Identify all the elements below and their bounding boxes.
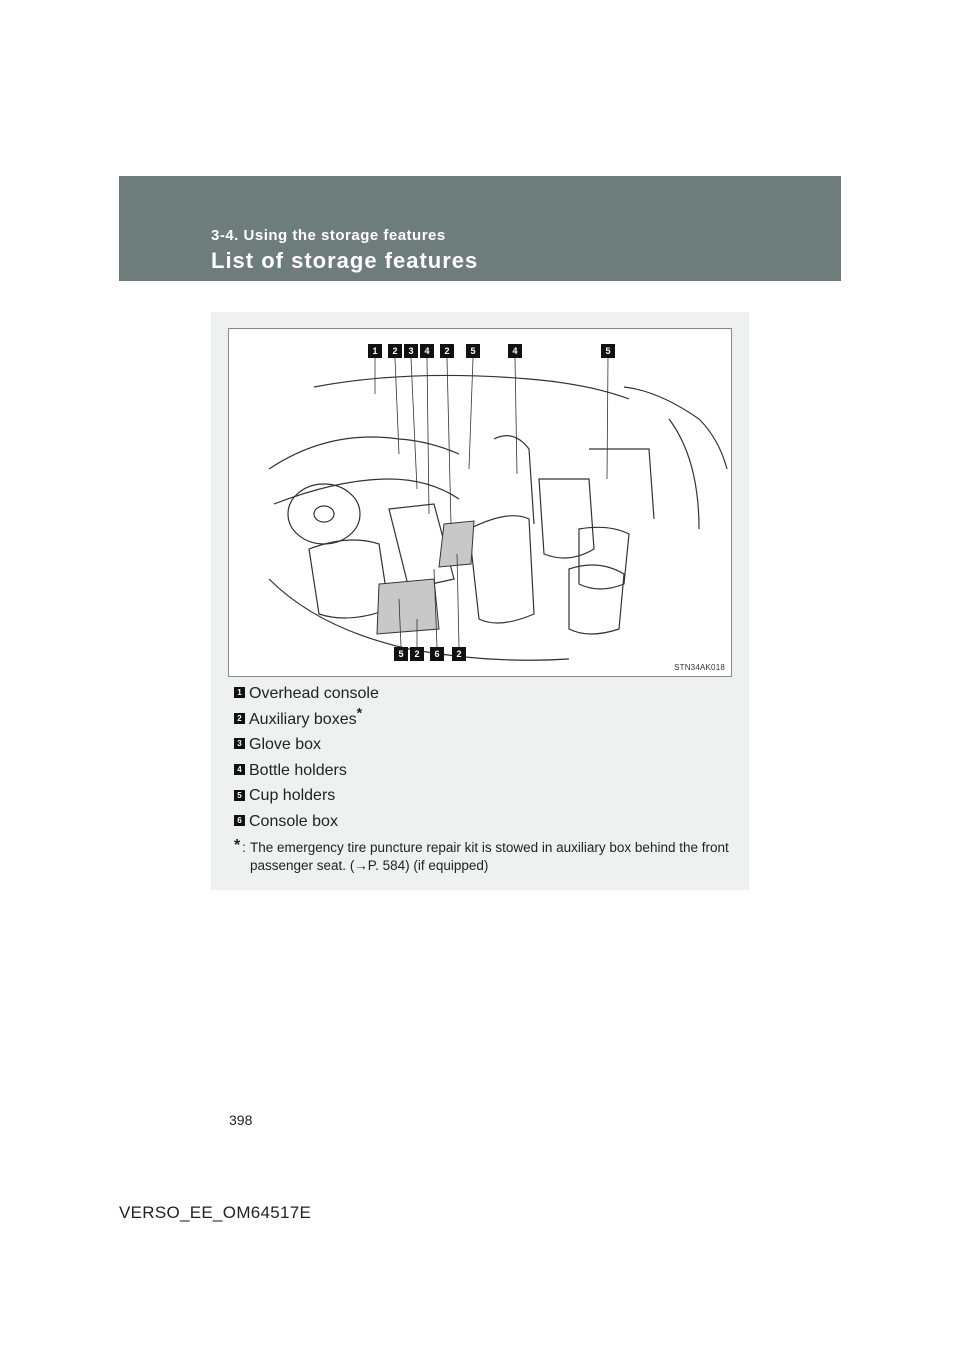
- page-number: 398: [229, 1112, 253, 1128]
- callout-1: 1: [368, 344, 382, 358]
- callout-2: 2: [452, 647, 466, 661]
- footnote-text: The emergency tire puncture repair kit is stowed in auxiliary box behind the front passenger seat. (→P. 584) (if equipped): [250, 840, 729, 873]
- legend-list: [234, 681, 734, 835]
- callout-6: 6: [430, 647, 444, 661]
- legend-item: [234, 704, 734, 733]
- callout-4: 4: [508, 344, 522, 358]
- car-interior-drawing: [229, 329, 731, 676]
- callout-2: 2: [388, 344, 402, 358]
- number-badge: 5: [234, 790, 245, 801]
- page-title: List of storage features: [211, 248, 479, 273]
- legend-label: Bottle holders: [249, 761, 347, 779]
- content-panel: [211, 312, 749, 890]
- legend-item: [234, 783, 734, 809]
- legend-label: Auxiliary boxes: [249, 710, 357, 728]
- number-badge: 2: [234, 713, 245, 724]
- callout-4: 4: [420, 344, 434, 358]
- callout-2: 2: [440, 344, 454, 358]
- number-badge: 4: [234, 764, 245, 775]
- callout-2: 2: [410, 647, 424, 661]
- figure-code: STN34AK018: [674, 663, 725, 672]
- header-band: [119, 176, 841, 281]
- legend-label: Console box: [249, 812, 338, 830]
- legend-item: [234, 758, 734, 784]
- section-title: 3-4. Using the storage features: [211, 227, 446, 244]
- number-badge: 3: [234, 738, 245, 749]
- footnote: [234, 839, 739, 875]
- asterisk-mark: *: [356, 704, 363, 721]
- footnote-mark: *: [234, 837, 241, 854]
- legend-item: [234, 809, 734, 835]
- footnote-colon: :: [242, 840, 246, 855]
- interior-illustration: [228, 328, 732, 677]
- number-badge: 6: [234, 815, 245, 826]
- legend-label: Cup holders: [249, 787, 336, 805]
- callout-5: 5: [601, 344, 615, 358]
- legend-item: [234, 732, 734, 758]
- legend-label: Glove box: [249, 736, 322, 754]
- number-badge: 1: [234, 687, 245, 698]
- legend-label: Overhead console: [249, 685, 379, 702]
- callout-5: 5: [466, 344, 480, 358]
- document-code: VERSO_EE_OM64517E: [119, 1203, 312, 1222]
- callout-5: 5: [394, 647, 408, 661]
- legend-item: [234, 681, 734, 707]
- callout-3: 3: [404, 344, 418, 358]
